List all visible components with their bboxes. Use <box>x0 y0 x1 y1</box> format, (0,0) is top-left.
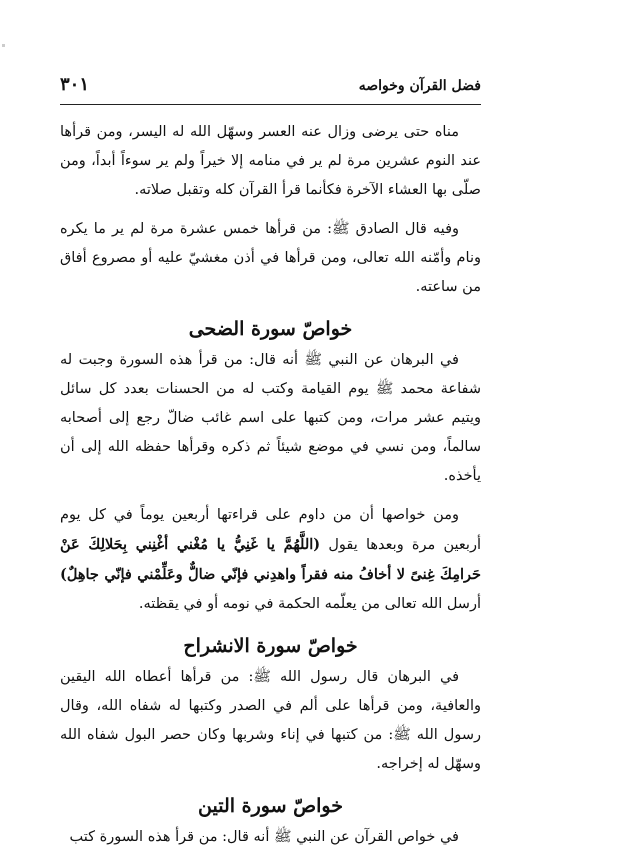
paragraph-text: أرسل الله تعالى من يعلّمه الحكمة في نومه أو في يقظته. <box>138 596 481 612</box>
page-header <box>60 74 481 104</box>
section-heading: خواصّ سورة الانشراح <box>183 635 358 657</box>
paragraph: في البرهان قال رسول الله ﷺ: من قرأها أعطاه الله اليقين والعافية، ومن قرأها على ألم في الصدر وكتبها له شفاه الله، وقال رسول الله ﷺ: من كتبها في إناء وشربها وكان حصر البول شفاه الله وسهّل له إخراجه. <box>60 669 481 772</box>
header-rule <box>60 104 481 105</box>
paragraph-text: ومن خواصها أن من داوم على قراءتها أربعين يوماً في كل يوم أربعين مرة وبعدها يقول <box>60 507 481 553</box>
paragraph: في خواص القرآن عن النبي ﷺ أنه قال: من قرأ هذه السورة كتب <box>69 829 459 845</box>
paragraph: مناه حتى يرضى وزال عنه العسر وسهّل الله له اليسر، ومن قرأها عند النوم عشرين مرة لم ير في منامه إلا خيراً ولم ير سوءاً أبداً، ومن صلّى بها العشاء الآخرة فكأنما قرأ القرآن كله وتقبل صلاته. <box>60 124 481 198</box>
running-title: فضل القرآن وخواصه <box>358 78 481 94</box>
section-heading: خواصّ سورة الضحى <box>188 318 353 340</box>
paragraph: وفيه قال الصادق ﷺ: من قرأها خمس عشرة مرة لم ير ما يكره ونام وأمّنه الله تعالى، ومن قرأها في أذن مغشيّ عليه أو مصروع أفاق من ساعته. <box>60 221 481 295</box>
paragraph: في البرهان عن النبي ﷺ أنه قال: من قرأ هذه السورة وجبت له شفاعة محمد ﷺ يوم القيامة وكتب له من الحسنات بعدد كل سائل ويتيم عشر مرات، ومن كتبها على اسم غائب ضالّ رجع إلى أصحابه سالماً، ومن نسي في موضع شيئاً ثم ذكره وقرأها حفظه الله إلى أن يأخذه. <box>60 352 481 484</box>
paragraph <box>60 501 481 619</box>
margin-mark <box>2 44 5 47</box>
page-number: ٣٠١ <box>60 74 90 95</box>
page-body <box>60 118 481 852</box>
supplication-text: (اللَّهُمَّ يا غَنِيُّ يا مُغْني أغْنِني بِحَلالِكَ عَنْ حَرامِكَ غِنىً لا أخافُ منه فقراً واهدِني فإنّي ضالٌّ وعَلِّمْني فإنّي جاهِلٌ) <box>60 536 481 583</box>
section-heading: خواصّ سورة التين <box>198 795 343 817</box>
